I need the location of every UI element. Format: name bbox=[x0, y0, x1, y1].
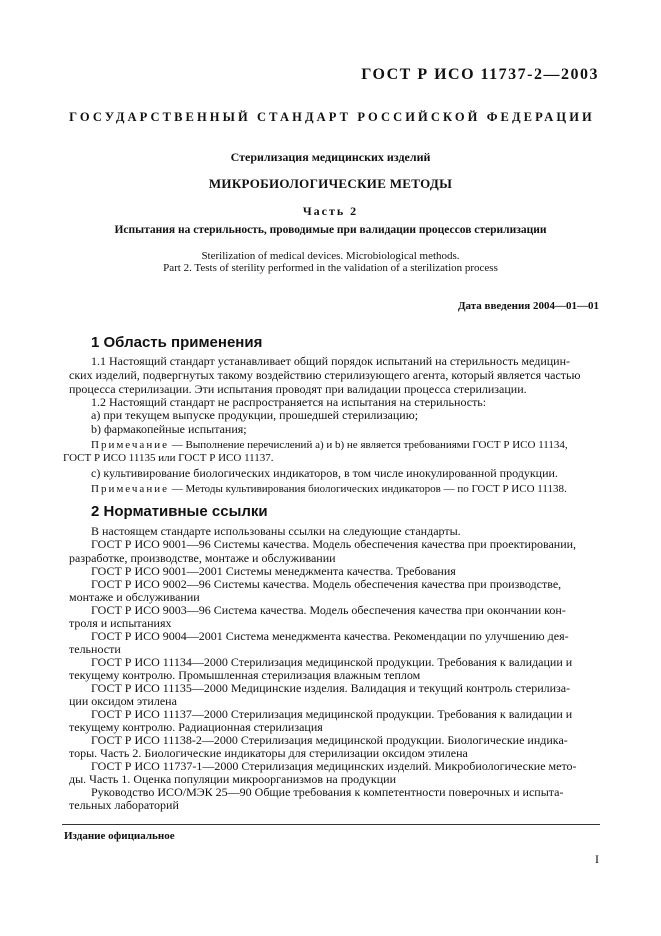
title-line-4: Испытания на стерильность, проводимые при валидации процессов стерилизации bbox=[114, 224, 547, 236]
english-title-1: Sterilization of medical devices. Microbiological methods. bbox=[201, 250, 460, 262]
section-1-line: ских изделий, подвергнутых такому воздействию стерилизующего агента, который является частью bbox=[69, 368, 581, 382]
reference-line: торы. Часть 2. Биологические индикаторы для стерилизации оксидом этилена bbox=[69, 746, 468, 760]
reference-line: ГОСТ Р ИСО 11137—2000 Стерилизация медицинской продукции. Требования к валидации и bbox=[91, 707, 573, 721]
reference-line: текущему контролю. Радиационная стерилизация bbox=[69, 720, 323, 734]
reference-line: тельности bbox=[69, 642, 121, 656]
reference-line: ГОСТ Р ИСО 9002—96 Системы качества. Модель обеспечения качества при производстве, bbox=[91, 577, 562, 591]
section-1-line: 1.1 Настоящий стандарт устанавливает общий порядок испытаний на стерильность медицин- bbox=[91, 354, 570, 368]
note-1-text: — Выполнение перечислений а) и b) не является требованиями ГОСТ Р ИСО 11134, bbox=[168, 439, 568, 451]
note-1-continuation: ГОСТ Р ИСО 11135 или ГОСТ Р ИСО 11137. bbox=[63, 452, 274, 464]
title-line-1: Стерилизация медицинских изделий bbox=[230, 150, 431, 164]
reference-line: ГОСТ Р ИСО 11737-1—2000 Стерилизация медицинских изделий. Микробиологические мето- bbox=[91, 759, 577, 773]
section-1-line: b) фармакопейные испытания; bbox=[91, 422, 247, 436]
item-c: с) культивирование биологических индикаторов, в том числе инокулированной продукции. bbox=[91, 466, 558, 480]
reference-line: ГОСТ Р ИСО 11138-2—2000 Стерилизация медицинской продукции. Биологические индика- bbox=[91, 733, 568, 747]
section-1-line: 1.2 Настоящий стандарт не распространяется на испытания на стерильность: bbox=[91, 395, 487, 409]
reference-line: В настоящем стандарте использованы ссылки на следующие стандарты. bbox=[91, 524, 461, 538]
title-line-2: МИКРОБИОЛОГИЧЕСКИЕ МЕТОДЫ bbox=[208, 176, 453, 191]
section-1-line: процесса стерилизации. Эти испытания проводят при валидации процесса стерилизации. bbox=[69, 382, 527, 396]
gost-number: ГОСТ Р ИСО 11737-2—2003 bbox=[361, 66, 599, 83]
reference-line: Руководство ИСО/МЭК 25—90 Общие требования к компетентности поверочных и испыта- bbox=[91, 785, 564, 799]
note-2 bbox=[91, 483, 567, 496]
english-title-2: Part 2. Tests of sterility performed in the validation of a sterilization process bbox=[163, 262, 498, 274]
reference-line: ГОСТ Р ИСО 9003—96 Система качества. Модель обеспечения качества при окончании кон- bbox=[91, 603, 566, 617]
reference-line: тельных лабораторий bbox=[69, 798, 179, 812]
reference-line: ГОСТ Р ИСО 9001—2001 Системы менеджмента качества. Требования bbox=[91, 564, 456, 578]
reference-line: ГОСТ Р ИСО 9001—96 Системы качества. Модель обеспечения качества при проектировании, bbox=[91, 537, 577, 551]
section-1-line: а) при текущем выпуске продукции, прошедшей стерилизацию; bbox=[91, 408, 419, 422]
section-1-heading: 1 Область применения bbox=[91, 334, 263, 351]
state-standard-heading: ГОСУДАРСТВЕННЫЙ СТАНДАРТ РОССИЙСКОЙ ФЕДЕРАЦИИ bbox=[69, 110, 595, 124]
reference-line: троля и испытаниях bbox=[69, 616, 172, 630]
reference-line: монтаже и обслуживании bbox=[69, 590, 200, 604]
title-part: Часть 2 bbox=[302, 204, 359, 218]
reference-line: ГОСТ Р ИСО 9004—2001 Система менеджмента качества. Рекомендации по улучшению дея- bbox=[91, 629, 569, 643]
official-edition-label: Издание официальное bbox=[64, 830, 175, 842]
note-1 bbox=[91, 439, 568, 452]
note-2-label: Примечание bbox=[91, 483, 169, 495]
note-1-label: Примечание bbox=[91, 439, 169, 451]
date-of-introduction: Дата введения 2004—01—01 bbox=[457, 300, 599, 312]
reference-line: ГОСТ Р ИСО 11135—2000 Медицинские изделия. Валидация и текущий контроль стерилиза- bbox=[91, 681, 571, 695]
note-2-text: — Методы культивирования биологических индикаторов — по ГОСТ Р ИСО 11138. bbox=[168, 483, 567, 495]
footer-divider bbox=[62, 824, 600, 825]
section-2-heading: 2 Нормативные ссылки bbox=[91, 503, 268, 520]
reference-line: ции оксидом этилена bbox=[69, 694, 177, 708]
reference-line: ды. Часть 1. Оценка популяции микроорганизмов на продукции bbox=[69, 772, 397, 786]
page-number: I bbox=[595, 852, 599, 866]
reference-line: ГОСТ Р ИСО 11134—2000 Стерилизация медицинской продукции. Требования к валидации и bbox=[91, 655, 573, 669]
reference-line: разработке, производстве, монтаже и обслуживании bbox=[69, 551, 336, 565]
reference-line: текущему контролю. Промышленная стерилизация влажным теплом bbox=[69, 668, 421, 682]
